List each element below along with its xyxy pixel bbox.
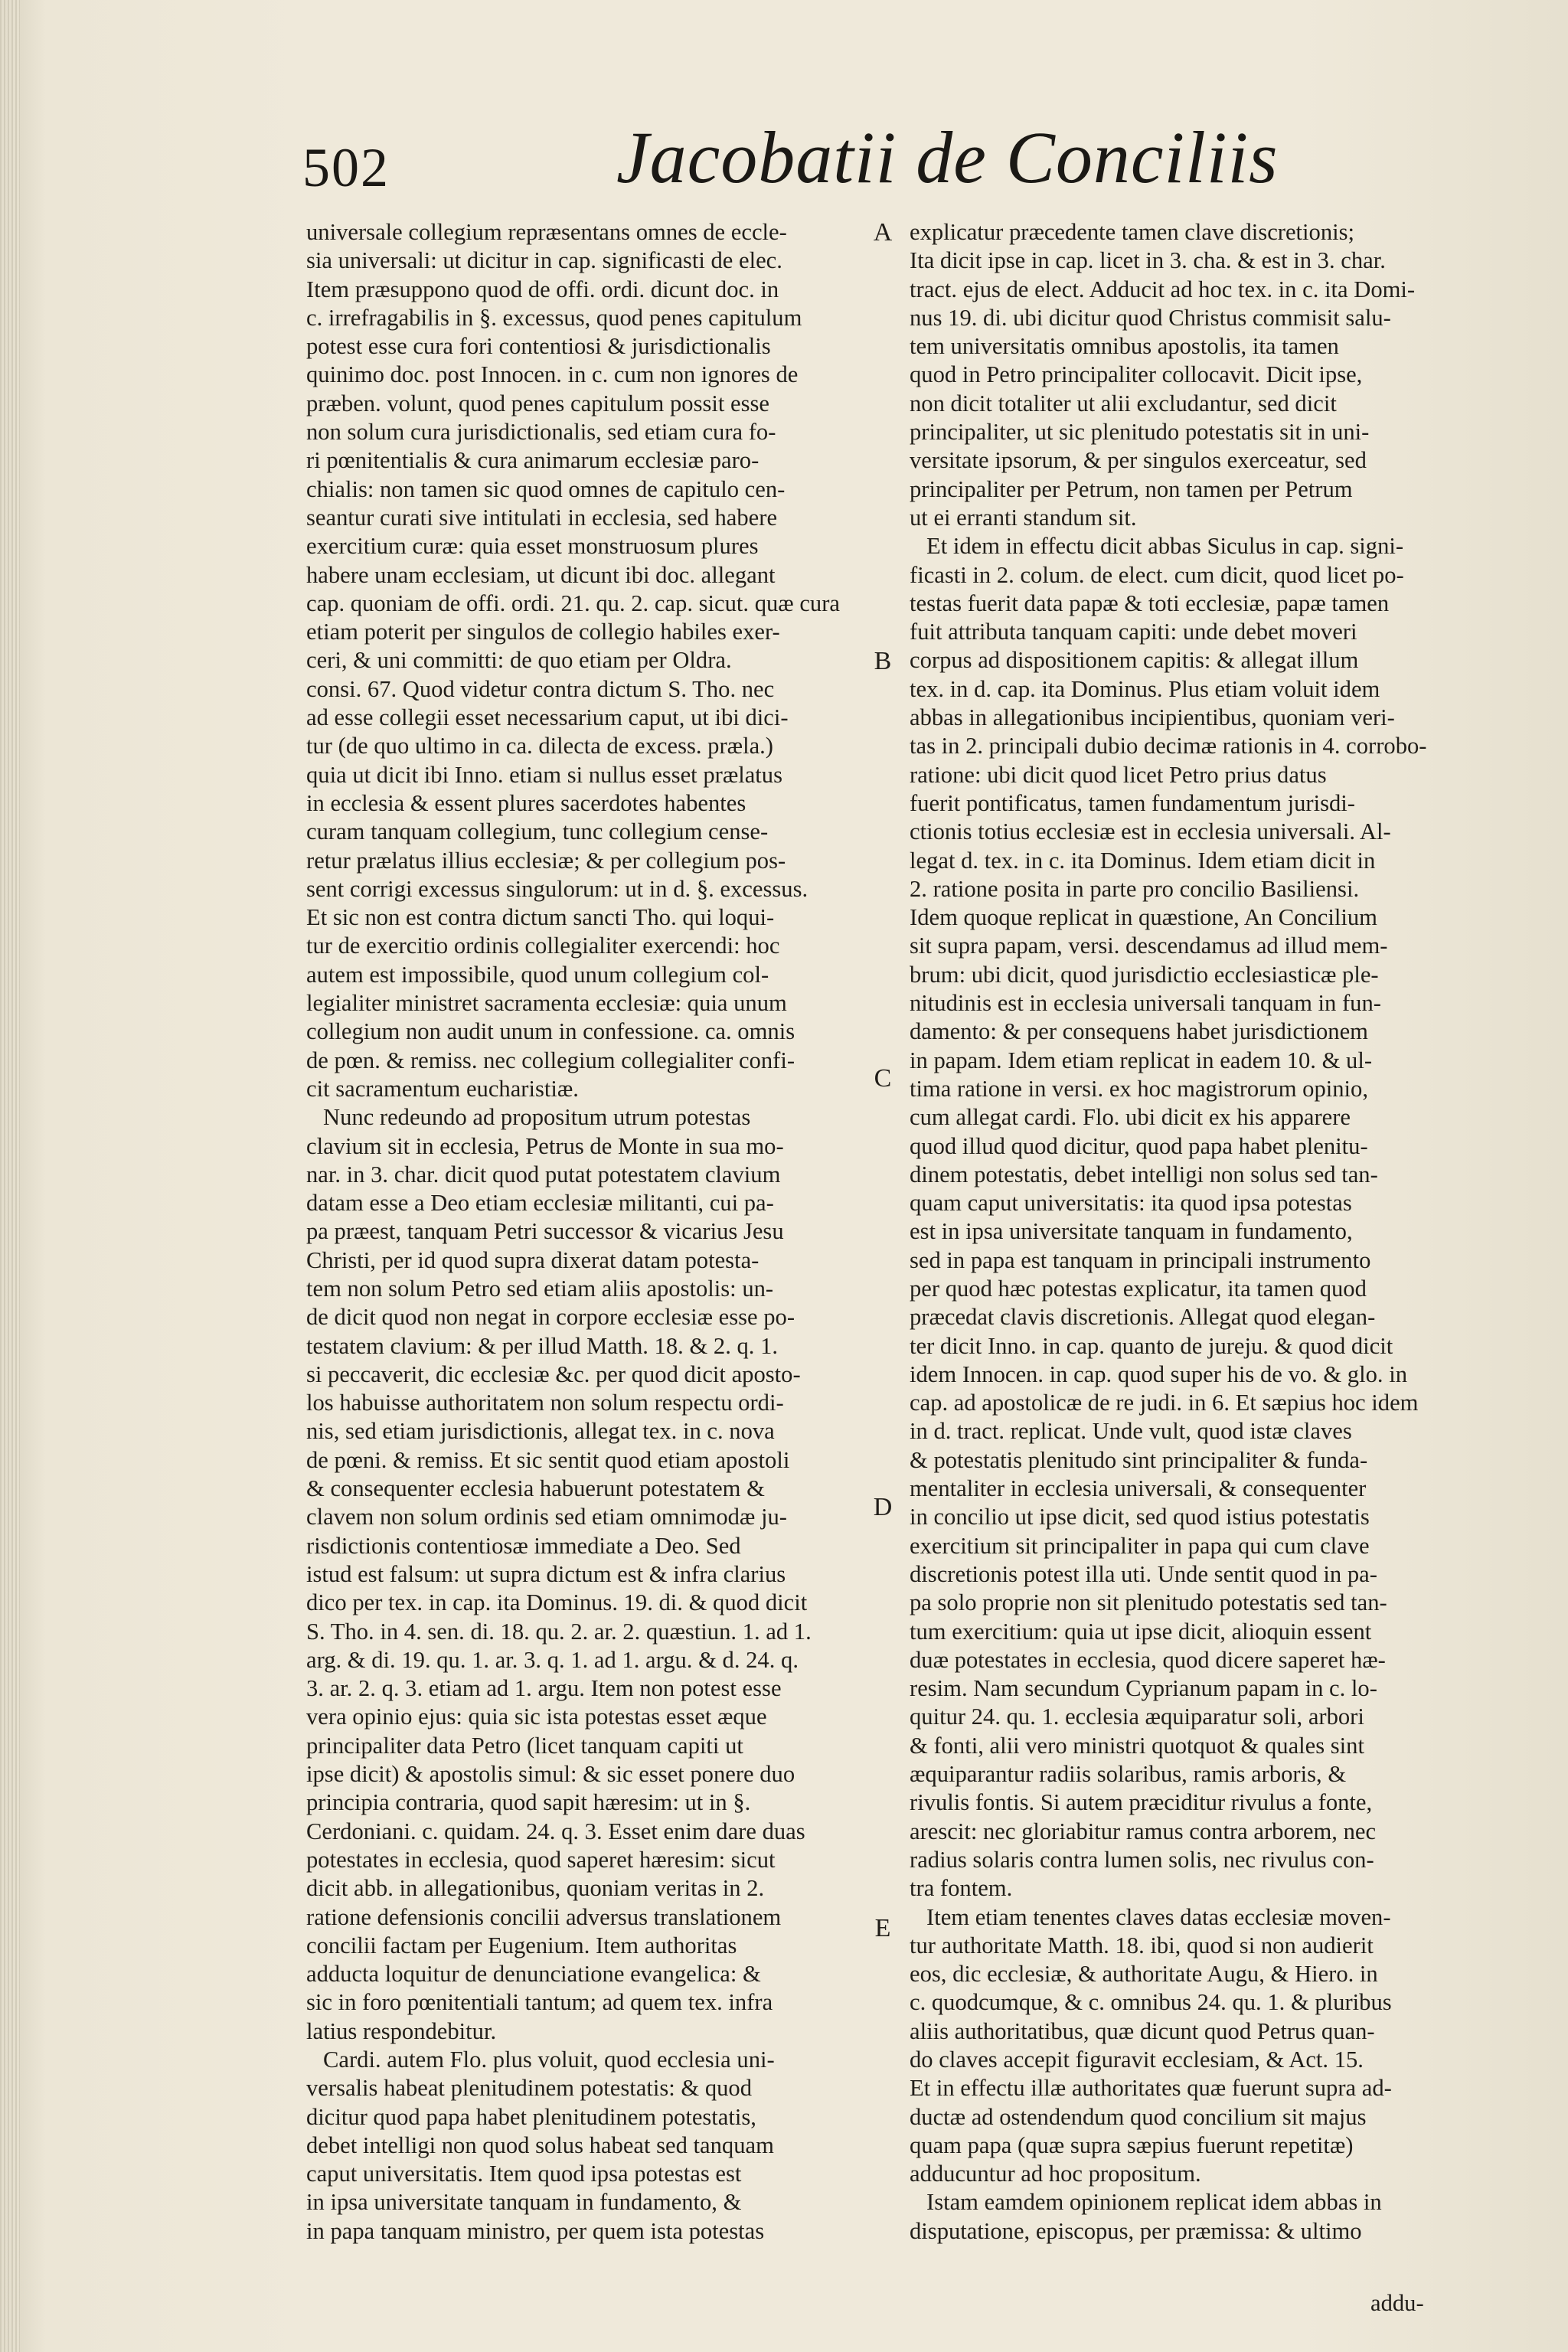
- text-line: Nunc redeundo ad propositum utrum potestas: [323, 1104, 751, 1131]
- text-line: versitate ipsorum, & per singulos exerceatur, sed: [910, 447, 1367, 474]
- text-line: ratione defensionis concilii adversus translationem: [306, 1903, 782, 1930]
- margin-letter: C: [874, 1064, 892, 1093]
- text-line: principaliter data Petro (licet tanquam capiti ut: [306, 1732, 743, 1759]
- text-line: præben. volunt, quod penes capitulum possit esse: [306, 390, 770, 416]
- page-number: 502: [302, 137, 390, 198]
- text-line: discretionis potest illa uti. Unde sentit quod in pa-: [910, 1560, 1377, 1587]
- text-line: vera opinio ejus: quia sic ista potestas esset æque: [306, 1704, 767, 1730]
- text-line: non solum cura jurisdictionalis, sed etiam cura fo-: [306, 419, 776, 446]
- text-line: nitudinis est in ecclesia universali tanquam in fun-: [910, 990, 1381, 1017]
- text-line: clavem non solum ordinis sed etiam omnimodæ ju-: [306, 1504, 787, 1530]
- text-line: arg. & di. 19. qu. 1. ar. 3. q. 1. ad 1. argu. & d. 24. q.: [306, 1646, 799, 1673]
- margin-letter: A: [873, 218, 893, 247]
- text-line: explicatur præcedente tamen clave discretionis;: [910, 219, 1355, 245]
- text-line: debet intelligi non quod solus habeat sed tanquam: [306, 2132, 774, 2158]
- text-line: habere unam ecclesiam, ut dicunt ibi doc. allegant: [306, 561, 776, 588]
- text-line: S. Tho. in 4. sen. di. 18. qu. 2. ar. 2. quæstiun. 1. ad 1.: [306, 1618, 812, 1645]
- text-line: de pœn. & remiss. nec collegium collegialiter confi-: [306, 1047, 795, 1073]
- text-line: exercitium sit principaliter in papa qui cum clave: [910, 1532, 1370, 1559]
- text-line: 2. ratione posita in parte pro concilio Basiliensi.: [910, 875, 1360, 902]
- page-header: [302, 115, 1451, 207]
- text-line: Et in effectu illæ authoritates quæ fuerunt supra ad-: [910, 2075, 1392, 2102]
- text-line: pa solo proprie non sit plenitudo potestatis sed tan-: [910, 1589, 1387, 1616]
- text-line: c. quodcumque, & c. omnibus 24. qu. 1. & pluribus: [910, 1989, 1392, 2016]
- text-line: quam papa (quæ supra sæpius fuerunt repetitæ): [910, 2132, 1354, 2158]
- text-line: ipse dicit) & apostolis simul: & sic esset ponere duo: [306, 1761, 795, 1788]
- text-line: ut ei erranti standum sit.: [910, 504, 1137, 531]
- text-line: dinem potestatis, debet intelligi non solus sed tan-: [910, 1161, 1378, 1187]
- text-line: tur (de quo ultimo in ca. dilecta de excess. præla.): [306, 733, 773, 760]
- text-line: radius solaris contra lumen solis, nec rivulus con-: [910, 1846, 1374, 1873]
- text-line: idem Innocen. in cap. quod super his de vo. & glo. in: [910, 1361, 1407, 1387]
- text-line: legialiter ministret sacramenta ecclesiæ: quia unum: [306, 990, 787, 1017]
- text-line: seantur curati sive intitulati in ecclesia, sed habere: [306, 504, 778, 531]
- text-line: tem non solum Petro sed etiam aliis apostolis: un-: [306, 1275, 774, 1302]
- text-line: quinimo doc. post Innocen. in c. cum non ignores de: [306, 361, 799, 388]
- text-line: Et idem in effectu dicit abbas Siculus in cap. signi-: [926, 533, 1404, 560]
- text-line: tem universitatis omnibus apostolis, ita tamen: [910, 333, 1339, 360]
- text-line: in d. tract. replicat. Unde vult, quod istæ claves: [910, 1418, 1352, 1445]
- text-line: 3. ar. 2. q. 3. etiam ad 1. argu. Item non potest esse: [306, 1675, 782, 1702]
- text-line: fuit attributa tanquam capiti: unde debet moveri: [910, 619, 1357, 645]
- text-line: tur de exercitio ordinis collegialiter exercendi: hoc: [306, 933, 780, 959]
- margin-letters: [864, 218, 902, 2285]
- text-line: ctionis totius ecclesiæ est in ecclesia universali. Al-: [910, 818, 1391, 845]
- text-line: in concilio ut ipse dicit, sed quod istius potestatis: [910, 1504, 1370, 1530]
- text-line: do claves accepit figuravit ecclesiam, & Act. 15.: [910, 2047, 1364, 2073]
- text-line: de pœni. & remiss. Et sic sentit quod etiam apostoli: [306, 1446, 790, 1473]
- running-title: Jacobatii de Conciliis: [616, 116, 1279, 198]
- text-line: versalis habeat plenitudinem potestatis: & quod: [306, 2075, 753, 2102]
- margin-letter: B: [874, 647, 892, 675]
- text-line: Christi, per id quod supra dixerat datam potesta-: [306, 1246, 760, 1273]
- text-line: corpus ad dispositionem capitis: & allegat illum: [910, 647, 1359, 674]
- text-line: Cerdoniani. c. quidam. 24. q. 3. Esset enim dare duas: [306, 1818, 805, 1844]
- left-column: [306, 218, 859, 2246]
- text-line: autem est impossibile, quod unum collegium col-: [306, 961, 769, 988]
- right-column: [910, 218, 1461, 2246]
- text-line: consi. 67. Quod videtur contra dictum S. Tho. nec: [306, 675, 775, 702]
- text-line: caput universitatis. Item quod ipsa potestas est: [306, 2161, 742, 2187]
- text-line: testas fuerit data papæ & toti ecclesiæ, papæ tamen: [910, 590, 1390, 616]
- text-line: Cardi. autem Flo. plus voluit, quod ecclesia uni-: [323, 2047, 775, 2073]
- text-line: de dicit quod non negat in corpore ecclesiæ esse po-: [306, 1304, 795, 1331]
- text-line: in papa tanquam ministro, per quem ista potestas: [306, 2217, 765, 2244]
- text-line: tract. ejus de elect. Adducit ad hoc tex. in c. ita Domi-: [910, 276, 1416, 302]
- text-line: Item etiam tenentes claves datas ecclesiæ moven-: [926, 1903, 1391, 1930]
- text-line: adducuntur ad hoc propositum.: [910, 2161, 1201, 2187]
- text-line: los habuisse authoritatem non solum respectu ordi-: [306, 1390, 784, 1416]
- text-line: cit sacramentum eucharistiæ.: [306, 1075, 579, 1102]
- text-line: quod illud quod dicitur, quod papa habet plenitu-: [910, 1132, 1368, 1159]
- text-line: quitur 24. qu. 1. ecclesia æquiparatur soli, arbori: [910, 1704, 1364, 1730]
- text-line: legat d. tex. in c. ita Dominus. Idem etiam dicit in: [910, 847, 1376, 874]
- text-line: in ipsa universitate tanquam in fundamento, &: [306, 2189, 742, 2216]
- text-line: etiam poterit per singulos de collegio habiles exer-: [306, 619, 780, 645]
- text-line: ficasti in 2. colum. de elect. cum dicit, quod licet po-: [910, 561, 1404, 588]
- text-line: tas in 2. principali dubio decimæ rationis in 4. corrobo-: [910, 733, 1427, 760]
- margin-letter: E: [874, 1914, 891, 1942]
- text-line: principaliter per Petrum, non tamen per Petrum: [910, 475, 1353, 502]
- text-line: Item præsuppono quod de offi. ordi. dicunt doc. in: [306, 276, 779, 302]
- text-line: est in ipsa universitate tanquam in fundamento,: [910, 1218, 1353, 1245]
- text-line: aliis authoritatibus, quæ dicunt quod Petrus quan-: [910, 2017, 1375, 2044]
- text-line: damento: & per consequens habet jurisdictionem: [910, 1018, 1368, 1045]
- text-line: chialis: non tamen sic quod omnes de capitulo cen-: [306, 475, 786, 502]
- text-line: rivulis fontis. Si autem præciditur rivulus a fonte,: [910, 1789, 1373, 1816]
- text-line: ratione: ubi dicit quod licet Petro prius datus: [910, 761, 1327, 788]
- text-line: & fonti, alii vero ministri quotquot & quales sint: [910, 1732, 1364, 1759]
- text-line: c. irrefragabilis in §. excessus, quod penes capitulum: [306, 304, 802, 331]
- text-line: arescit: nec gloriabitur ramus contra arborem, nec: [910, 1818, 1377, 1844]
- text-line: quia ut dicit ibi Inno. etiam si nullus esset prælatus: [306, 761, 783, 788]
- text-line: duæ potestates in ecclesia, quod dicere saperet hæ-: [910, 1646, 1386, 1673]
- text-line: ter dicit Inno. in cap. quanto de jureju. & quod dicit: [910, 1332, 1393, 1359]
- text-line: datam esse a Deo etiam ecclesiæ militanti, cui pa-: [306, 1190, 774, 1217]
- text-line: Istam eamdem opinionem replicat idem abbas in: [926, 2189, 1382, 2216]
- text-line: in papam. Idem etiam replicat in eadem 10. & ul-: [910, 1047, 1373, 1073]
- text-line: ri pœnitentialis & cura animarum ecclesiæ paro-: [306, 447, 760, 474]
- catchword: addu-: [1370, 2290, 1424, 2316]
- text-line: Ita dicit ipse in cap. licet in 3. cha. & est in 3. char.: [910, 247, 1386, 274]
- text-line: præcedat clavis discretionis. Allegat quod elegan-: [910, 1304, 1376, 1331]
- text-line: tur authoritate Matth. 18. ibi, quod si non audierit: [910, 1932, 1374, 1958]
- text-line: latius respondebitur.: [306, 2017, 497, 2044]
- text-line: tex. in d. cap. ita Dominus. Plus etiam voluit idem: [910, 675, 1380, 702]
- text-line: retur prælatus illius ecclesiæ; & per collegium pos-: [306, 847, 786, 874]
- text-line: testatem clavium: & per illud Matth. 18. & 2. q. 1.: [306, 1332, 779, 1359]
- text-line: tra fontem.: [910, 1875, 1013, 1902]
- text-line: & consequenter ecclesia habuerunt potestatem &: [306, 1475, 765, 1502]
- text-line: potest esse cura fori contentiosi & jurisdictionalis: [306, 333, 771, 360]
- text-line: abbas in allegationibus incipientibus, quoniam veri-: [910, 704, 1395, 731]
- text-line: ductæ ad ostendendum quod concilium sit majus: [910, 2103, 1367, 2130]
- text-line: per quod hæc potestas explicatur, ita tamen quod: [910, 1275, 1367, 1302]
- text-line: tima ratione in versi. ex hoc magistrorum opinio,: [910, 1075, 1368, 1102]
- margin-letter: D: [873, 1493, 893, 1521]
- text-line: & potestatis plenitudo sint principaliter & funda-: [910, 1446, 1368, 1473]
- text-line: quod in Petro principaliter collocavit. Dicit ipse,: [910, 361, 1363, 388]
- text-line: principia contraria, quod sapit hæresim: ut in §.: [306, 1789, 751, 1816]
- text-line: cap. quoniam de offi. ordi. 21. qu. 2. cap. sicut. quæ cura: [306, 590, 840, 616]
- text-line: collegium non audit unum in confessione. ca. omnis: [306, 1018, 795, 1045]
- text-line: sit supra papam, versi. descendamus ad illud mem-: [910, 933, 1388, 959]
- text-line: principaliter, ut sic plenitudo potestatis sit in uni-: [910, 419, 1370, 446]
- text-line: tum exercitium: quia ut ipse dicit, alioquin essent: [910, 1618, 1372, 1645]
- text-line: cap. ad apostolicæ de re judi. in 6. Et sæpius hoc idem: [910, 1390, 1419, 1416]
- text-line: curam tanquam collegium, tunc collegium cense-: [306, 818, 769, 845]
- text-line: Idem quoque replicat in quæstione, An Concilium: [910, 904, 1377, 931]
- text-line: disputatione, episcopus, per præmissa: & ultimo: [910, 2217, 1362, 2244]
- text-line: cum allegat cardi. Flo. ubi dicit ex his apparere: [910, 1104, 1351, 1131]
- text-line: mentaliter in ecclesia universali, & consequenter: [910, 1475, 1367, 1502]
- text-line: Et sic non est contra dictum sancti Tho. qui loqui-: [306, 904, 775, 931]
- page-gutter: [0, 0, 20, 2352]
- text-line: eos, dic ecclesiæ, & authoritate Augu, & Hiero. in: [910, 1961, 1378, 1988]
- text-line: nis, sed etiam jurisdictionis, allegat tex. in c. nova: [306, 1418, 775, 1445]
- text-line: dicitur quod papa habet plenitudinem potestatis,: [306, 2103, 756, 2130]
- text-line: potestates in ecclesia, quod saperet hæresim: sicut: [306, 1846, 776, 1873]
- text-line: sia universali: ut dicitur in cap. significasti de elec.: [306, 247, 782, 274]
- text-line: nus 19. di. ubi dicitur quod Christus commisit salu-: [910, 304, 1391, 331]
- text-line: non dicit totaliter ut alii excludantur, sed dicit: [910, 390, 1337, 416]
- text-line: clavium sit in ecclesia, Petrus de Monte in sua mo-: [306, 1132, 784, 1159]
- text-line: concilii factam per Eugenium. Item authoritas: [306, 1932, 737, 1958]
- text-line: ceri, & uni committi: de quo etiam per Oldra.: [306, 647, 732, 674]
- text-line: ad esse collegii esset necessarium caput, ut ibi dici-: [306, 704, 789, 731]
- text-line: æquiparantur radiis solaribus, ramis arboris, &: [910, 1761, 1347, 1788]
- text-line: pa præest, tanquam Petri successor & vicarius Jesu: [306, 1218, 784, 1245]
- text-line: sent corrigi excessus singulorum: ut in d. §. excessus.: [306, 875, 808, 902]
- text-line: nar. in 3. char. dicit quod putat potestatem clavium: [306, 1161, 781, 1187]
- text-line: si peccaverit, dic ecclesiæ &c. per quod dicit aposto-: [306, 1361, 801, 1387]
- text-line: universale collegium repræsentans omnes de eccle-: [306, 219, 787, 245]
- text-line: resim. Nam secundum Cyprianum papam in c. lo-: [910, 1675, 1377, 1702]
- text-line: fuerit pontificatus, tamen fundamentum jurisdi-: [910, 789, 1355, 816]
- text-line: brum: ubi dicit, quod jurisdictio ecclesiasticæ ple-: [910, 961, 1379, 988]
- text-line: in ecclesia & essent plures sacerdotes habentes: [306, 789, 746, 816]
- text-line: dico per tex. in cap. ita Dominus. 19. di. & quod dicit: [306, 1589, 808, 1616]
- text-line: dicit abb. in allegationibus, quoniam veritas in 2.: [306, 1875, 765, 1902]
- text-line: quam caput universitatis: ita quod ipsa potestas: [910, 1190, 1352, 1217]
- text-line: adducta loquitur de denunciatione evangelica: &: [306, 1961, 761, 1988]
- text-line: risdictionis contentiosæ immediate a Deo. Sed: [306, 1532, 741, 1559]
- text-line: sic in foro pœnitentiali tantum; ad quem tex. infra: [306, 1989, 773, 2016]
- text-line: sed in papa est tanquam in principali instrumento: [910, 1246, 1371, 1273]
- text-line: istud est falsum: ut supra dictum est & infra clarius: [306, 1560, 786, 1587]
- text-line: exercitium curæ: quia esset monstruosum plures: [306, 533, 759, 560]
